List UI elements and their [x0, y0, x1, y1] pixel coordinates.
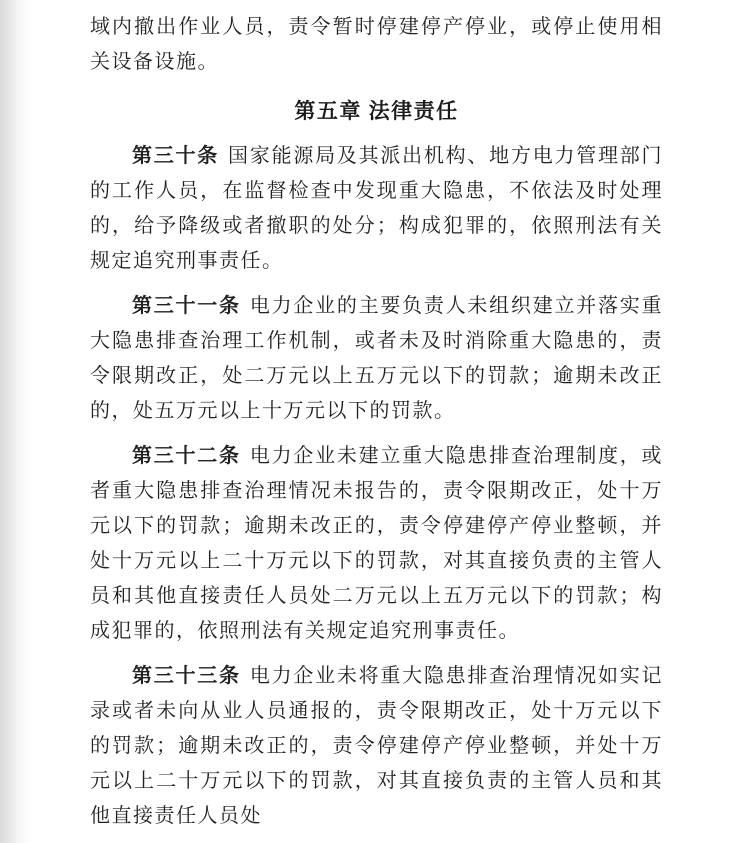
page-left-edge-shadow [0, 0, 34, 843]
article-number: 第三十二条 [132, 445, 241, 467]
document-content [90, 10, 663, 843]
article-text: 电力企业的主要负责人未组织建立并落实重大隐患排查治理工作机制，或者未及时消除重大隐患的，责令限期改正，处二万元以上五万元以下的罚款；逾期未改正的，处五万元以上十万元以下的罚款。 [90, 295, 664, 422]
article-paragraph-30 [90, 139, 663, 279]
chapter-heading: 第五章 法律责任 [294, 99, 459, 123]
article-text: 国家能源局及其派出机构、地方电力管理部门的工作人员，在监督检查中发现重大隐患，不依法及时处理的，给予降级或者撤职的处分；构成犯罪的，依照刑法有关规定追究刑事责任。 [90, 145, 664, 272]
article-text: 电力企业未将重大隐患排查治理情况如实记录或者未向从业人员通报的，责令限期改正，处十万元以下的罚款；逾期未改正的，责令停建停产停业整顿，并处十万元以上二十万元以下的罚款，对其直接负责的主管人员和其他直接责任人员处 [90, 665, 664, 827]
continuation-paragraph: 域内撤出作业人员，责令暂时停建停产停业，或停止使用相关设备设施。 [90, 16, 663, 73]
article-paragraph-31 [90, 289, 663, 429]
article-number: 第三十三条 [132, 665, 241, 687]
article-paragraph-33 [90, 659, 663, 834]
article-number: 第三十一条 [132, 295, 241, 317]
article-number: 第三十条 [132, 145, 220, 167]
article-text: 电力企业未建立重大隐患排查治理制度，或者重大隐患排查治理情况未报告的，责令限期改正，处十万元以下的罚款；逾期未改正的，责令停建停产停业整顿，并处十万元以上二十万元以下的罚款，对其直接负责的主管人员和其他直接责任人员处二万元以上五万元以下的罚款；构成犯罪的，依照刑法有关规定追究刑事责任。 [90, 445, 664, 642]
article-paragraph-32 [90, 439, 663, 649]
